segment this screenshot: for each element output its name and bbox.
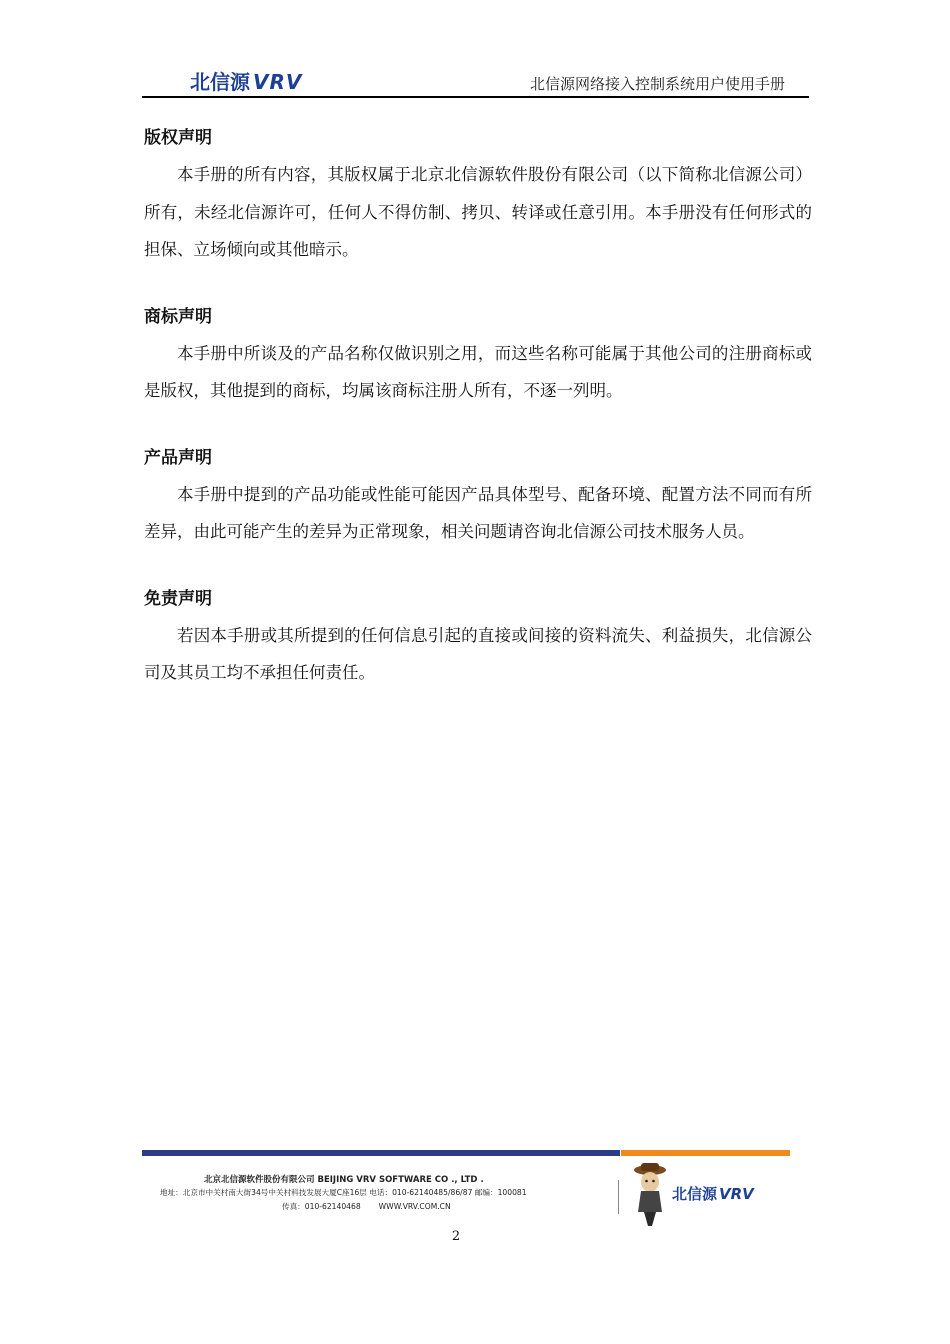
section-heading: 商标声明 (144, 306, 212, 327)
footer-fax: 传真：010-62140468 (282, 1202, 361, 1211)
header-logo-cn: 北信源 (190, 70, 250, 94)
section-paragraph: 本手册中所谈及的产品名称仅做识别之用，而这些名称可能属于其他公司的注册商标或是版权，其他提到的商标，均属该商标注册人所有，不逐一列明。 (144, 343, 812, 400)
section-heading: 产品声明 (144, 447, 212, 468)
section-product (144, 440, 812, 551)
footer-company: 北京北信源软件股份有限公司 BEIJING VRV SOFTWARE CO ., LTD . (204, 1175, 484, 1185)
page-footer (142, 1150, 790, 1230)
footer-bar-blue (142, 1150, 620, 1156)
footer-divider (618, 1180, 619, 1214)
page-number: 2 (451, 1229, 461, 1244)
footer-bar-orange (621, 1150, 790, 1156)
section-paragraph: 本手册中提到的产品功能或性能可能因产品具体型号、配备环境、配置方法不同而有所差异，由此可能产生的差异为正常现象，相关问题请咨询北信源公司技术服务人员。 (144, 484, 812, 541)
footer-logo-cn: 北信源 (672, 1185, 718, 1203)
header-logo-en: VRV (253, 70, 303, 94)
section-paragraph: 本手册的所有内容，其版权属于北京北信源软件股份有限公司（以下简称北信源公司）所有，未经北信源许可，任何人不得仿制、拷贝、转译或任意引用。本手册没有任何形式的担保、立场倾向或其他暗示。 (144, 165, 812, 259)
footer-address: 地址：北京市中关村南大街34号中关村科技发展大厦C座16层 电话：010-62140485/86/87 邮编：100081 (160, 1188, 527, 1197)
section-paragraph: 若因本手册或其所提到的任何信息引起的直接或间接的资料流失、利益损失，北信源公司及其员工均不承担任何责任。 (144, 625, 812, 682)
footer-contact (282, 1201, 451, 1212)
section-heading: 免责声明 (144, 588, 212, 609)
mascot-icon (632, 1160, 668, 1228)
section-copyright (144, 120, 812, 269)
section-disclaimer (144, 581, 812, 692)
document-body (144, 120, 812, 722)
section-heading: 版权声明 (144, 128, 212, 148)
footer-website: WWW.VRV.COM.CN (378, 1202, 451, 1211)
header-logo (190, 66, 302, 95)
header-title: 北信源网络接入控制系统用户使用手册 (529, 75, 785, 93)
section-trademark (144, 299, 812, 410)
footer-logo (672, 1183, 754, 1204)
footer-logo-en: VRV (719, 1185, 754, 1203)
header-rule (142, 96, 809, 98)
